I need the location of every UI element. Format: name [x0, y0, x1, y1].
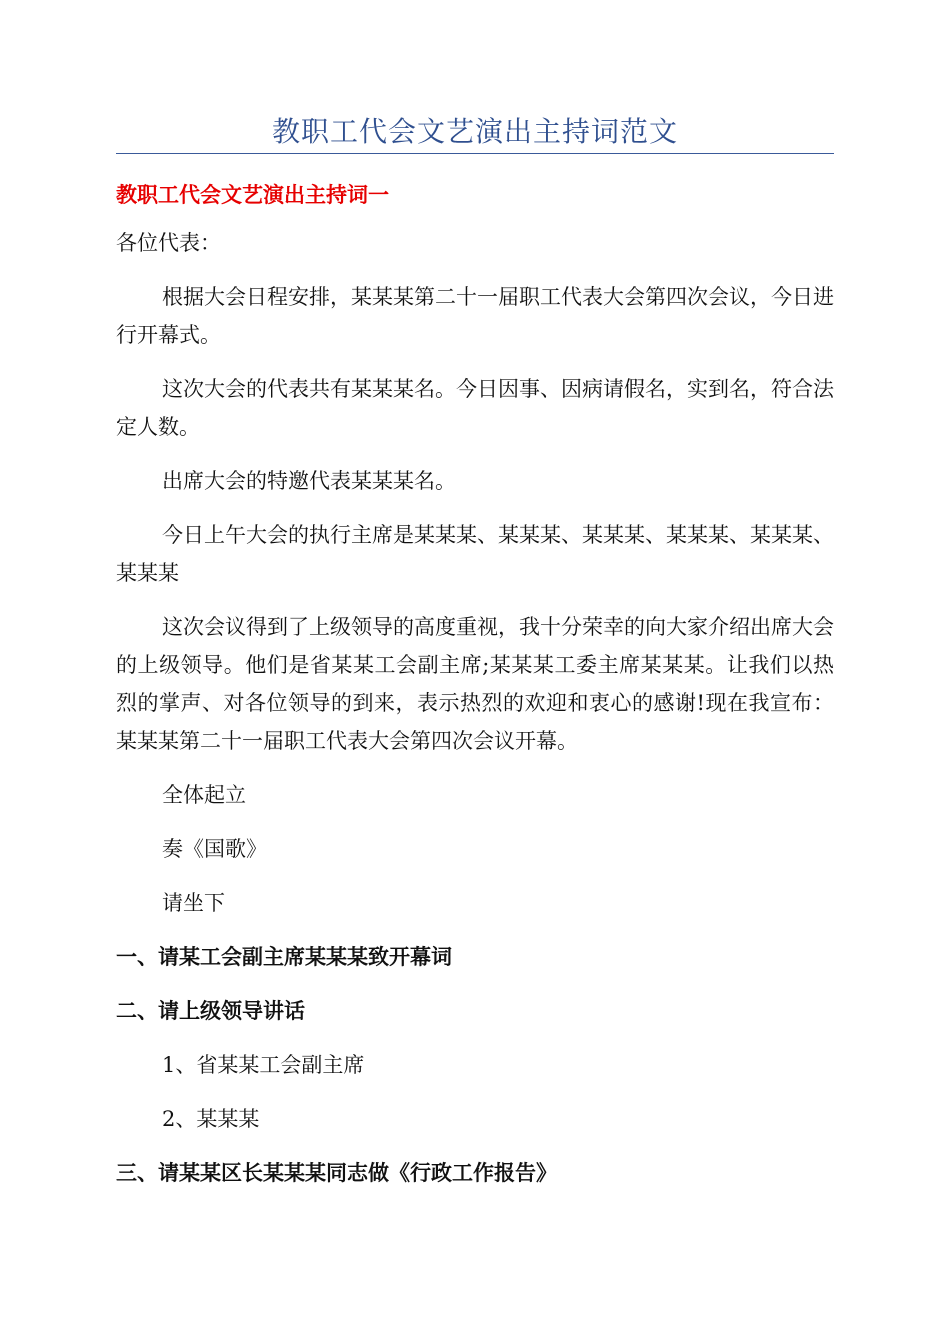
body-paragraph: 出席大会的特邀代表某某某名。: [162, 469, 456, 493]
title-underline-rule: [116, 153, 834, 154]
body-paragraph: 奏《国歌》: [162, 837, 267, 861]
agenda-item-heading: 三、请某某区长某某某同志做《行政工作报告》: [116, 1161, 557, 1185]
agenda-sub-item: 1、省某某工会副主席: [162, 1053, 365, 1077]
document-body: [116, 178, 834, 1208]
salutation-paragraph: 各位代表：: [116, 231, 221, 255]
body-paragraph: 这次会议得到了上级领导的高度重视，我十分荣幸的向大家介绍出席大会的上级领导。他们是省某某工会副主席;某某某工委主席某某某。让我们以热烈的掌声、对各位领导的到来，表示热烈的欢迎和衷心的感谢!现在我宣布：某某某第二十一届职工代表大会第四次会议开幕。: [116, 615, 834, 753]
agenda-sub-item: 2、某某某: [162, 1107, 260, 1131]
body-paragraph: 今日上午大会的执行主席是某某某、某某某、某某某、某某某、某某某、某某某: [116, 523, 834, 585]
document-title: 教职工代会文艺演出主持词范文: [271, 115, 678, 148]
body-paragraph: 这次大会的代表共有某某某名。今日因事、因病请假名，实到名，符合法定人数。: [116, 377, 834, 439]
body-paragraph: 请坐下: [162, 891, 225, 915]
agenda-item-heading: 二、请上级领导讲话: [116, 999, 305, 1023]
section-heading: 教职工代会文艺演出主持词一: [116, 183, 389, 207]
agenda-item-heading: 一、请某工会副主席某某某致开幕词: [116, 945, 452, 969]
body-paragraph: 根据大会日程安排，某某某第二十一届职工代表大会第四次会议，今日进行开幕式。: [116, 285, 834, 347]
body-paragraph: 全体起立: [162, 783, 246, 807]
